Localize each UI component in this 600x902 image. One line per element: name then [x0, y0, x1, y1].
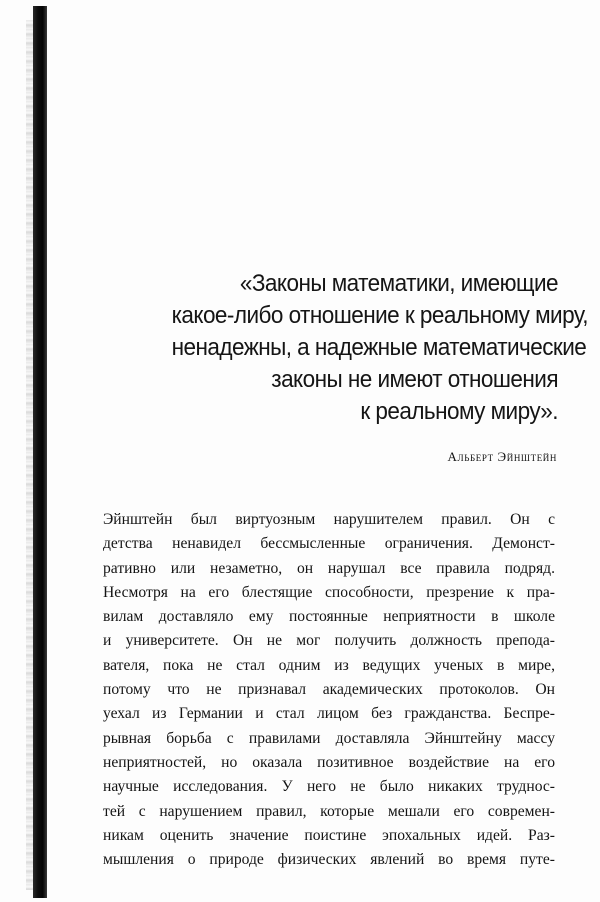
epigraph-quote — [171, 268, 589, 428]
body-paragraph — [103, 508, 555, 872]
body-line: неприятностей, но оказала позитивное воздействие на его — [103, 753, 555, 771]
body-line: научные исследования. У него не было никаких труднос- — [103, 778, 555, 796]
epigraph-line: какое-либо отношение к реальному миру, — [171, 302, 589, 329]
epigraph-line: законы не имеют отношения — [271, 366, 558, 393]
epigraph-line: ненадежны, а надежные математические — [171, 334, 587, 361]
body-line: вилам доставляло ему постоянные неприятности в школе — [103, 608, 555, 626]
body-line: вателя, пока не стал одним из ведущих ученых в мире, — [103, 656, 555, 674]
body-line: никам оценить значение поистине эпохальных идей. Раз- — [103, 826, 555, 844]
body-line: ративно или незаметно, он нарушал все правила подряд. — [103, 559, 555, 577]
body-line: рывная борьба с правилами доставляла Эйнштейну массу — [103, 729, 555, 747]
scan-shadow — [26, 20, 33, 890]
epigraph-author: Альберт Эйнштейн — [447, 449, 557, 464]
body-line: тей с нарушением правил, которые мешали его современ- — [103, 802, 555, 820]
epigraph-line: к реальному миру». — [360, 398, 558, 425]
body-line: и университете. Он не мог получить должность препода- — [103, 632, 555, 650]
scan-edge — [33, 6, 47, 898]
body-line: мышления о природе физических явлений во время путе- — [103, 851, 555, 869]
body-line: детства ненавидел бессмысленные ограничения. Демонст- — [103, 535, 555, 553]
body-line: Несмотря на его блестящие способности, презрение к пра- — [103, 583, 555, 601]
epigraph-line: «Законы математики, имеющие — [239, 270, 558, 297]
body-line: Эйнштейн был виртуозным нарушителем правил. Он с — [103, 511, 555, 528]
body-line: потому что не признавал академических протоколов. Он — [103, 681, 555, 699]
body-line: уехал из Германии и стал лицом без гражданства. Беспре- — [103, 705, 555, 723]
